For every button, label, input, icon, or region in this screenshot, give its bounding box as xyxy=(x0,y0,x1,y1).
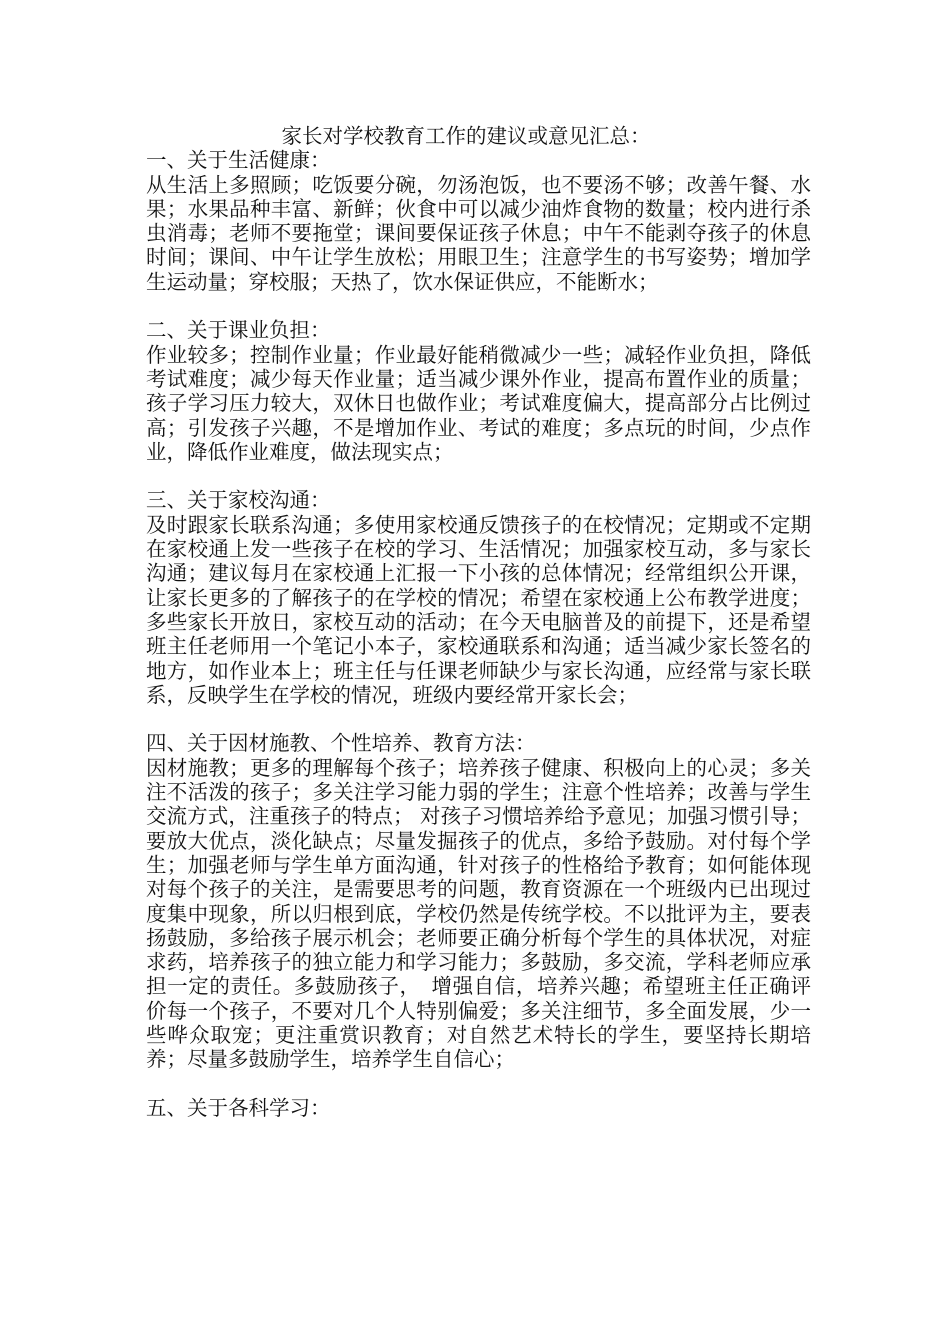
section-heading: 一、关于生活健康： xyxy=(146,148,331,173)
section-heading: 四、关于因材施教、个性培养、教育方法： xyxy=(146,731,536,756)
section-life-health xyxy=(146,148,811,294)
section-body: 作业较多；控制作业量；作业最好能稍微减少一些；减轻作业负担，降低考试难度；减少每天作业量；适当减少课外作业，提高布置作业的质量；孩子学习压力较大，双休日也做作业；考试难度偏大，提高部分占比例过高；引发孩子兴趣，不是增加作业、考试的难度；多点玩的时间，少点作业，降低作业难度，做法现实点； xyxy=(146,342,811,464)
paragraph-gap xyxy=(146,294,811,318)
paragraph-gap xyxy=(146,707,811,731)
paragraph-gap xyxy=(146,1072,811,1096)
document-title: 家长对学校教育工作的建议或意见汇总： xyxy=(281,124,651,148)
section-body: 从生活上多照顾；吃饭要分碗，勿汤泡饭，也不要汤不够；改善午餐、水果；水果品种丰富、新鲜；伙食中可以减少油炸食物的数量；校内进行杀虫消毒；老师不要拖堂；课间要保证孩子休息；中午不能剥夺孩子的休息时间；课间、中午让学生放松；用眼卫生；注意学生的书写姿势；增加学生运动量；穿校服；天热了，饮水保证供应，不能断水； xyxy=(146,172,811,294)
section-heading: 三、关于家校沟通： xyxy=(146,488,331,513)
section-homework-burden xyxy=(146,318,811,464)
section-individualized-teaching xyxy=(146,731,811,1071)
paragraph-gap xyxy=(146,464,811,488)
section-heading: 五、关于各科学习： xyxy=(146,1095,331,1120)
section-home-school-communication xyxy=(146,488,811,707)
section-subject-learning xyxy=(146,1096,811,1120)
section-body: 因材施教；更多的理解每个孩子；培养孩子健康、积极向上的心灵；多关注不活泼的孩子；多关注学习能力弱的学生；注意个性培养；改善与学生交流方式，注重孩子的特点； 对孩子习惯培养给予意见；加强习惯引导；要放大优点，淡化缺点；尽量发掘孩子的优点，多给予鼓励。对付每个学生；加强老师与学生单方面沟通，针对孩子的性格给予教育；如何能体现对每个孩子的关注，是需要思考的问题，教育资源在一个班级内已出现过度集中现象，所以归根到底，学校仍然是传统学校。不以批评为主，要表扬鼓励，多给孩子展示机会；老师要正确分析每个学生的具体状况，对症求药，培养孩子的独立能力和学习能力；多鼓励，多交流，学科老师应承担一定的责任。多鼓励孩子， 增强自信，培养兴趣；希望班主任正确评价每一个孩子，不要对几个人特别偏爱；多关注细节，多全面发展，少一些哗众取宠；更注重赏识教育；对自然艺术特长的学生，要坚持长期培养；尽量多鼓励学生，培养学生自信心； xyxy=(146,755,811,1072)
section-body: 及时跟家长联系沟通；多使用家校通反馈孩子的在校情况；定期或不定期在家校通上发一些孩子在校的学习、生活情况；加强家校互动，多与家长沟通；建议每月在家校通上汇报一下小孩的总体情况；经常组织公开课，让家长更多的了解孩子的在学校的情况；希望在家校通上公布教学进度；多些家长开放日，家校互动的活动；在今天电脑普及的前提下，还是希望班主任老师用一个笔记小本子，家校通联系和沟通；适当减少家长签名的地方，如作业本上；班主任与任课老师缺少与家长沟通，应经常与家长联系，反映学生在学校的情况，班级内要经常开家长会； xyxy=(146,512,811,707)
document-page xyxy=(146,124,811,1120)
section-heading: 二、关于课业负担： xyxy=(146,318,331,343)
